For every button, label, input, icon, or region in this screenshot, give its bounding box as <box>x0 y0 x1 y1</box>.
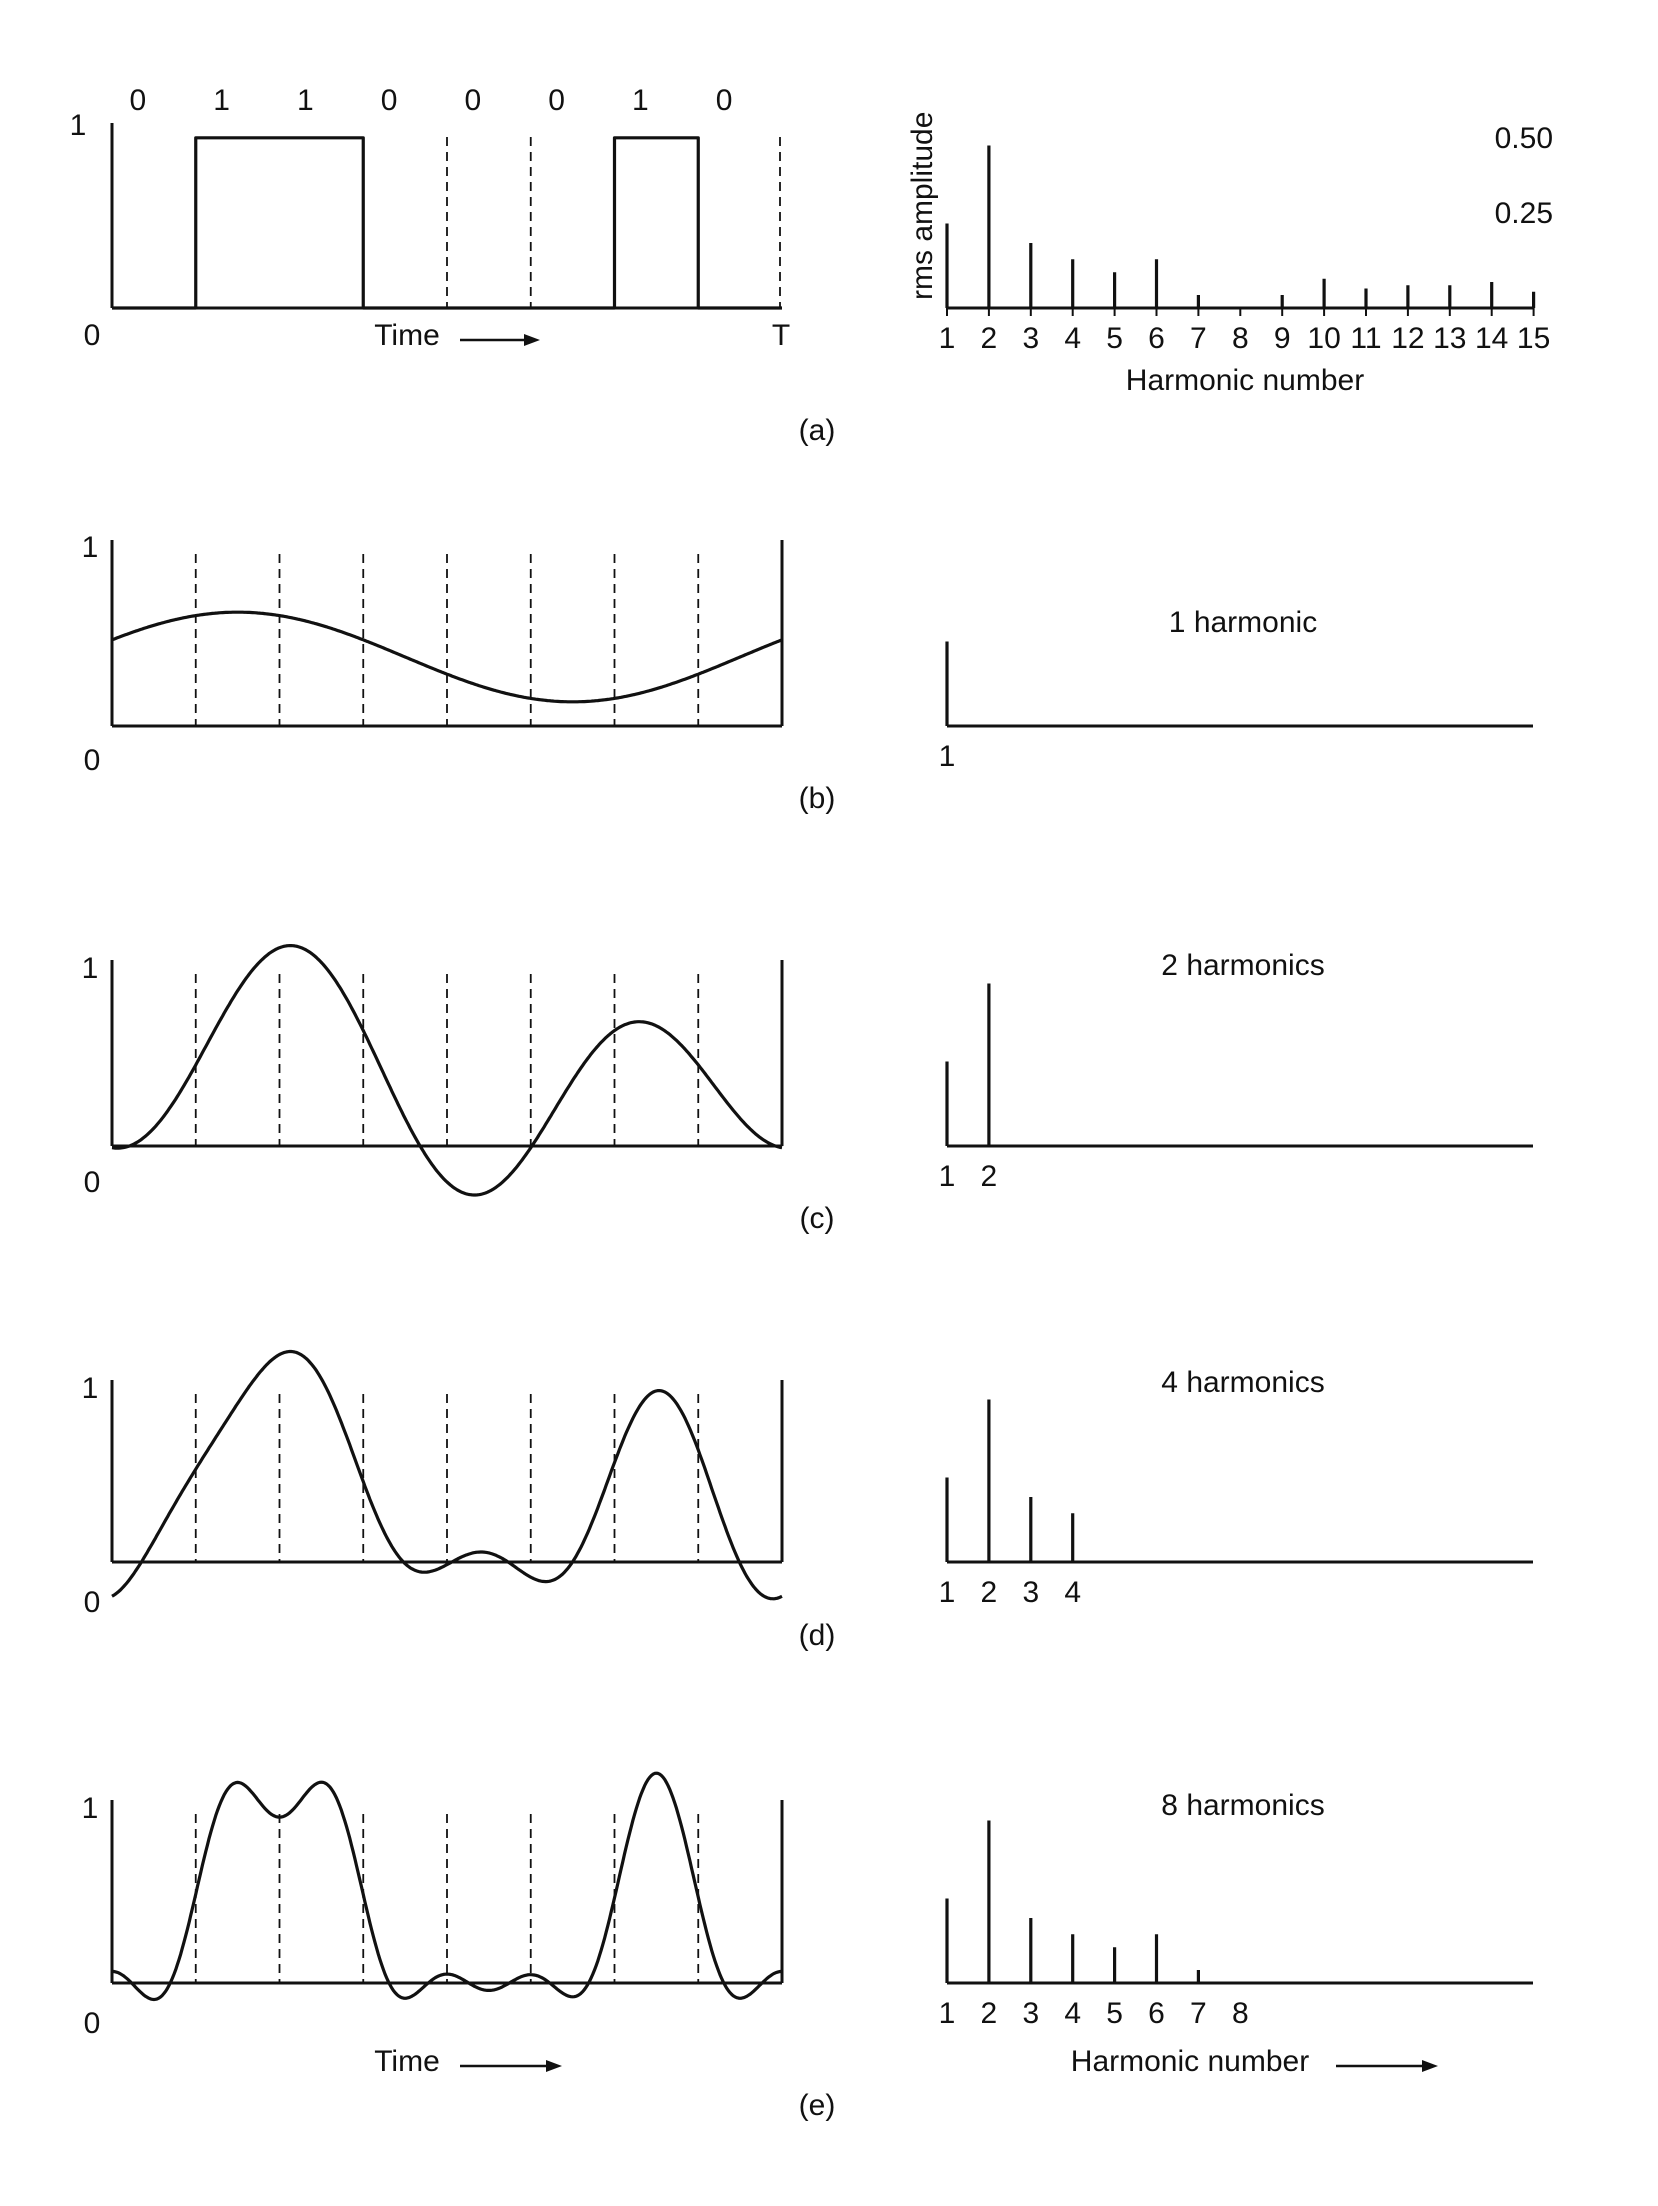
harmonic-tick-label: 1 <box>938 740 956 773</box>
caption-a: (a) <box>798 414 836 447</box>
d-y-top-label: 1 <box>81 1372 99 1405</box>
bit-label: 0 <box>548 84 565 117</box>
harmonic-tick-label: 3 <box>1022 1576 1040 1609</box>
e-spectrum-title: 8 harmonics <box>1161 1789 1325 1822</box>
a-time-arrow-head <box>524 334 540 346</box>
signal-curve-a <box>112 138 782 308</box>
c-spectrum-title: 2 harmonics <box>1161 949 1325 982</box>
harmonic-tick-label: 8 <box>1231 322 1249 355</box>
harmonic-tick-label: 6 <box>1148 322 1165 355</box>
bit-label: 0 <box>464 84 482 117</box>
a-harmonic-label: Harmonic number <box>1125 364 1365 397</box>
a-time-label: Time <box>374 319 440 352</box>
e-time-label: Time <box>374 2045 440 2078</box>
harmonic-tick-label: 5 <box>1106 322 1123 355</box>
harmonic-tick-label: 10 <box>1307 322 1341 355</box>
panel-a-plot <box>112 123 1550 355</box>
rms-amplitude-label: rms amplitude <box>906 111 939 300</box>
harmonic-tick-label: 7 <box>1190 1997 1207 2030</box>
b-spectrum-title: 1 harmonic <box>1168 606 1318 639</box>
e-harmonic-label: Harmonic number <box>1070 2045 1310 2078</box>
harmonic-tick-label: 2 <box>980 1997 998 2030</box>
panel-e <box>82 1789 1438 2122</box>
harmonic-tick-label: 2 <box>980 1160 998 1193</box>
bit-label: 0 <box>715 84 733 117</box>
d-y-zero-label: 0 <box>83 1586 101 1619</box>
harmonic-tick-label: 5 <box>1106 1997 1123 2030</box>
harmonic-tick-label: 13 <box>1433 322 1467 355</box>
bit-label: 1 <box>297 84 314 117</box>
d-spectrum-title: 4 harmonics <box>1161 1366 1325 1399</box>
e-y-top-label: 1 <box>81 1792 99 1825</box>
harmonic-tick-label: 12 <box>1391 322 1425 355</box>
ref-value-050: 0.50 <box>1494 122 1553 155</box>
harmonic-tick-label: 6 <box>1148 1997 1165 2030</box>
bit-label: 0 <box>129 84 147 117</box>
panel-c-plot <box>112 946 1533 1195</box>
bit-label: 1 <box>213 84 230 117</box>
bit-labels <box>130 84 733 117</box>
signal-curve-b <box>112 612 782 702</box>
harmonic-tick-label: 1 <box>938 322 956 355</box>
caption-e: (e) <box>798 2089 836 2122</box>
harmonic-tick-label: 4 <box>1064 1997 1082 2030</box>
c-y-zero-label: 0 <box>83 1166 101 1199</box>
caption-b: (b) <box>798 782 836 815</box>
harmonic-tick-label: 3 <box>1022 1997 1040 2030</box>
bit-label: 1 <box>632 84 649 117</box>
e-y-zero-label: 0 <box>83 2007 101 2040</box>
bit-label: 0 <box>380 84 398 117</box>
harmonic-tick-label: 2 <box>980 322 998 355</box>
harmonic-tick-label: 11 <box>1350 322 1382 355</box>
harmonic-tick-label: 7 <box>1190 322 1207 355</box>
a-time-end-label: T <box>771 319 791 352</box>
harmonic-tick-label: 8 <box>1231 1997 1249 2030</box>
ref-value-025: 0.25 <box>1494 197 1553 230</box>
panel-b-plot <box>112 540 1533 773</box>
harmonic-tick-label: 1 <box>938 1576 956 1609</box>
harmonic-tick-label: 4 <box>1064 322 1082 355</box>
harmonic-tick-label: 3 <box>1022 322 1040 355</box>
panel-c <box>82 949 1325 1235</box>
harmonic-tick-label: 1 <box>938 1160 956 1193</box>
caption-d: (d) <box>798 1619 836 1652</box>
harmonic-tick-label: 9 <box>1273 322 1291 355</box>
harmonic-tick-label: 15 <box>1516 322 1551 355</box>
plots-layer <box>112 123 1550 2030</box>
harmonic-tick-label: 1 <box>938 1997 956 2030</box>
harmonic-tick-label: 2 <box>980 1576 998 1609</box>
a-y-top-label: 1 <box>69 109 87 142</box>
harmonic-tick-label: 4 <box>1064 1576 1082 1609</box>
caption-c: (c) <box>799 1202 835 1235</box>
a-y-zero-label: 0 <box>83 319 101 352</box>
harmonic-tick-label: 14 <box>1475 322 1509 355</box>
c-y-top-label: 1 <box>81 952 99 985</box>
panel-d <box>82 1366 1325 1652</box>
e-time-arrow-head <box>546 2060 562 2072</box>
b-y-zero-label: 0 <box>83 744 101 777</box>
b-y-top-label: 1 <box>81 531 99 564</box>
e-harmonic-arrow-head <box>1422 2060 1438 2072</box>
